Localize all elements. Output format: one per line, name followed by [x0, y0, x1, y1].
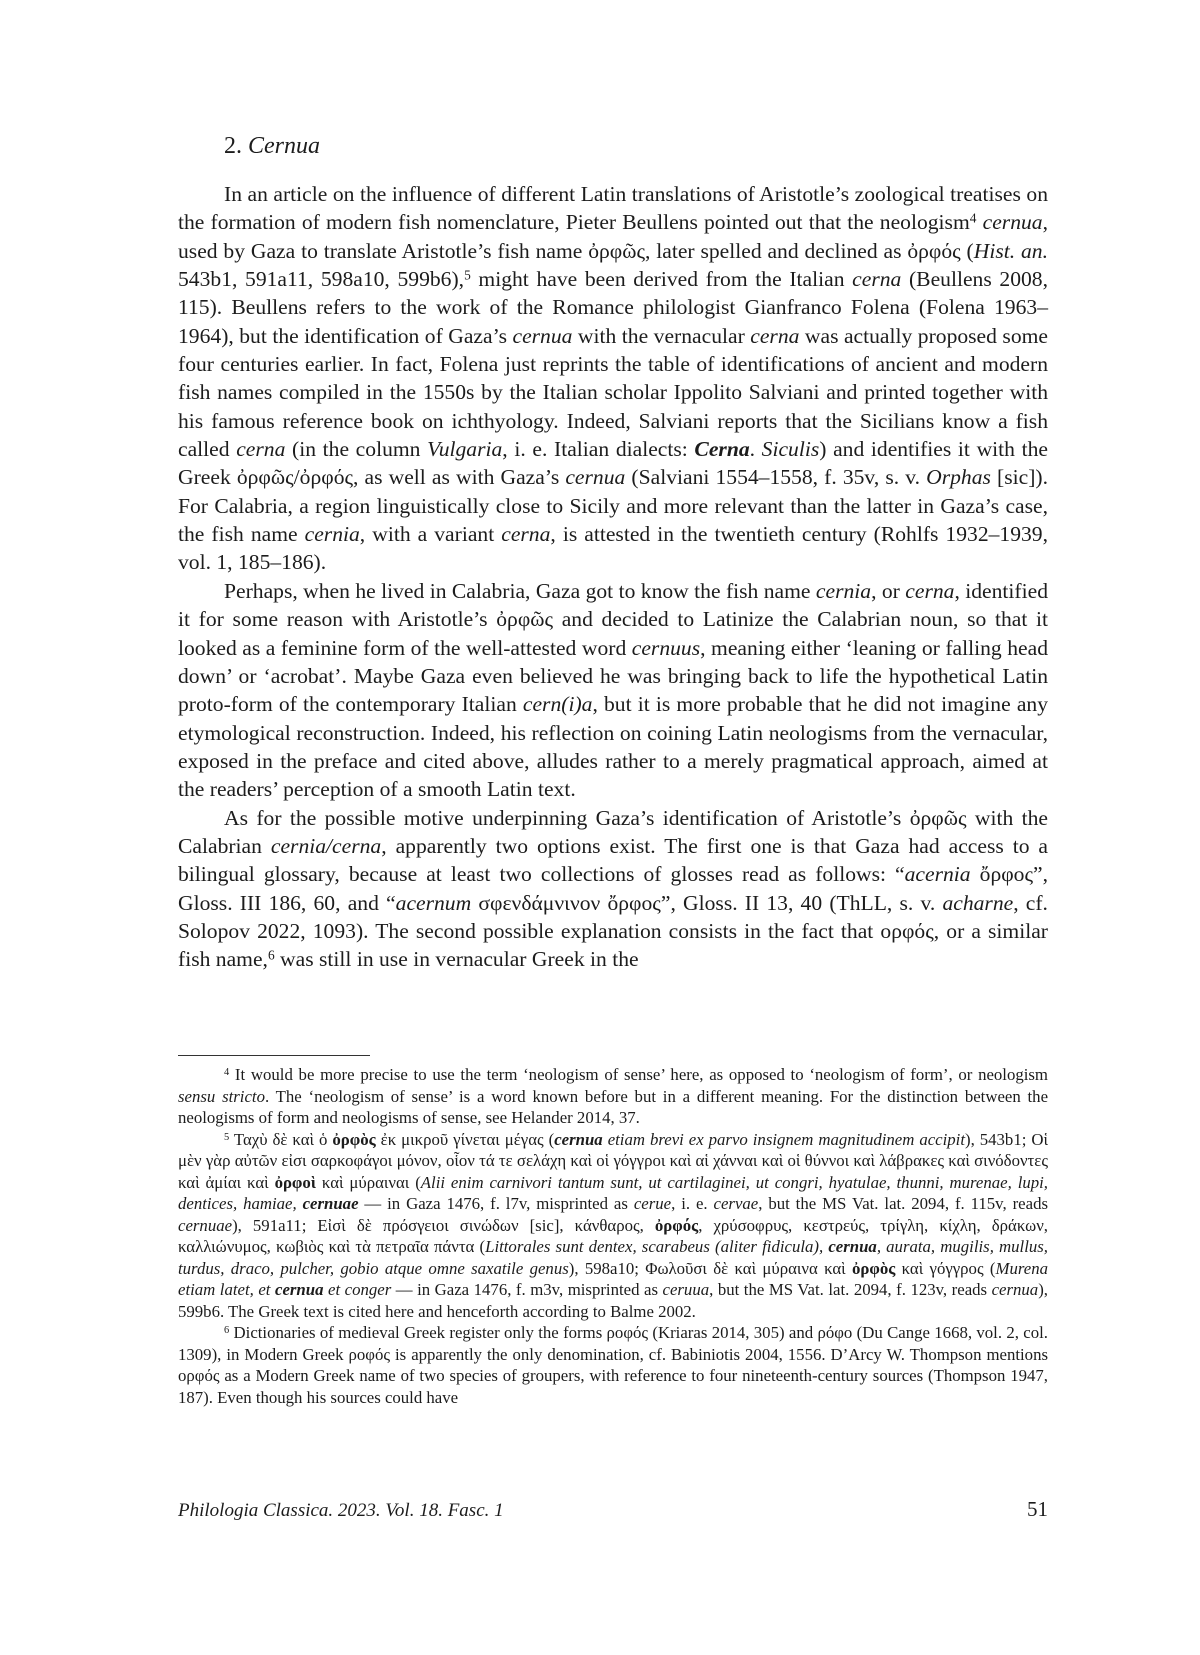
section-heading: [224, 130, 320, 162]
footnote: $^5$ Ταχὺ δὲ καὶ ὁ ὀρφὸς ἐκ μικροῦ γίνεται μέγας (cernua etiam brevi ex parvo insignem magnitudinem accipit), 543b1; Οἱ μὲν γὰρ αὐτῶν εἰσι σαρκοφάγοι μόνον, οἷον τά τε σελάχη καὶ οἱ γόγγροι καὶ αἱ χάνναι καὶ οἱ θύννοι καὶ λάβρακες καὶ σινόδοντες καὶ ἀμίαι καὶ ὀρφοὶ καὶ μύραιναι (Alii enim carnivori tantum sunt, ut cartilaginei, ut congri, hyatulae, thunni, murenae, lupi, dentices, hamiae, cernuae — in Gaza 1476, f. l7v, misprinted as cerue, i. e. cervae, but the MS Vat. lat. 2094, f. 115v, reads cernuae), 591a11; Εἰσὶ δὲ πρόσγειοι σινώδων [sic], κάνθαρος, ὀρφός, χρύσοφρυς, κεστρεύς, τρίγλη, κίχλη, δράκων, καλλιώνυμος, κωβιὸς καὶ τὰ πετραῖα πάντα (Littorales sunt dentex, scarabeus (aliter fidicula), cernua, aurata, mugilis, mullus, turdus, draco, pulcher, gobio atque omne saxatile genus), 598a10; Φωλοῦσι δὲ καὶ μύραινα καὶ ὀρφὸς καὶ γόγγρος (Murena etiam latet, et cernua et conger — in Gaza 1476, f. m3v, misprinted as ceruua, but the MS Vat. lat. 2094, f. 123v, reads cernua), 599b6. The Greek text is cited here and henceforth according to Balme 2002.: [178, 1129, 1048, 1321]
footnote: $^6$ Dictionaries of medieval Greek register only the forms ροφός (Kriaras 2014, 305) and ρόφο (Du Cange 1668, vol. 2, col. 1309), in Modern Greek ροφός is apparently the only denomination, cf. Babiniotis 2004, 1556. D’Arcy W. Thompson mentions ορφός as a Modern Greek name of two species of groupers, with reference to four nineteenth-century sources (Thompson 1947, 187). Even though his sources could have: [178, 1323, 1048, 1407]
page-number: 51: [1027, 1497, 1048, 1521]
section-title: Cernua: [248, 133, 320, 159]
journal-citation: Philologia Classica. 2023. Vol. 18. Fasc. 1: [178, 1500, 504, 1521]
footnote-separator: [178, 1055, 370, 1056]
paragraph: As for the possible motive underpinning Gaza’s identification of Aristotle’s ὀρφῶς with the Calabrian cernia/cerna, apparently two options exist. The first one is that Gaza had access to a bilingual glossary, because at least two collections of glosses read as follows: “acernia ὄρφος”, Gloss. III 186, 60, and “acernum σφενδάμνινον ὄρφος”, Gloss. II 13, 40 (ThLL, s. v. acharne, cf. Solopov 2022, 1093). The second possible explanation consists in the fact that ορφός, or a similar fish name,$^6$ was still in use in vernacular Greek in the: [178, 805, 1049, 972]
section-number: 2.: [224, 133, 242, 159]
paragraph: Perhaps, when he lived in Calabria, Gaza got to know the fish name cernia, or cerna, identified it for some reason with Aristotle’s ὀρφῶς and decided to Latinize the Calabrian noun, so that it looked as a feminine form of the well-attested word cernuus, meaning either ‘leaning or falling head down’ or ‘acrobat’. Maybe Gaza even believed he was bringing back to life the hypothetical Latin proto-form of the contemporary Italian cern(i)a, but it is more probable that he did not imagine any etymological reconstruction. Indeed, his reflection on coining Latin neologisms from the vernacular, exposed in the preface and cited above, alludes rather to a merely pragmatical approach, aimed at the readers’ perception of a smooth Latin text.: [178, 578, 1049, 802]
paragraph: In an article on the influence of different Latin translations of Aristotle’s zoological treatises on the formation of modern fish nomenclature, Pieter Beullens pointed out that the neologism$^4$ cernua, used by Gaza to translate Aristotle’s fish name ὀρφῶς, later spelled and declined as ὀρφός (Hist. an. 543b1, 591a11, 598a10, 599b6),$^5$ might have been derived from the Italian cerna (Beullens 2008, 115). Beullens refers to the work of the Romance philologist Gianfranco Folena (Folena 1963–1964), but the identification of Gaza’s cernua with the vernacular cerna was actually proposed some four centuries earlier. In fact, Folena just reprints the table of identifications of ancient and modern fish names compiled in the 1550s by the Italian scholar Ippolito Salviani and printed together with his famous reference book on ichthyology. Indeed, Salviani reports that the Sicilians know a fish called cerna (in the column Vulgaria, i. e. Italian dialects: Cerna. Siculis) and identifies it with the Greek ὀρφῶς/ὀρφός, as well as with Gaza’s cernua (Salviani 1554–1558, f. 35v, s. v. Orphas [sic]). For Calabria, a region linguistically close to Sicily and more relevant than the latter in Gaza’s case, the fish name cernia, with a variant cerna, is attested in the twentieth century (Rohlfs 1932–1939, vol. 1, 185–186).: [178, 182, 1049, 575]
footnote: $^4$ It would be more precise to use the term ‘neologism of sense’ here, as opposed to ‘neologism of form’, or neologism sensu stricto. The ‘neologism of sense’ is a word known before but in a different meaning. For the distinction between the neologisms of form and neologisms of sense, see Helander 2014, 37.: [178, 1065, 1049, 1127]
footnotes: [178, 1064, 1048, 1408]
main-text: [178, 180, 1048, 974]
